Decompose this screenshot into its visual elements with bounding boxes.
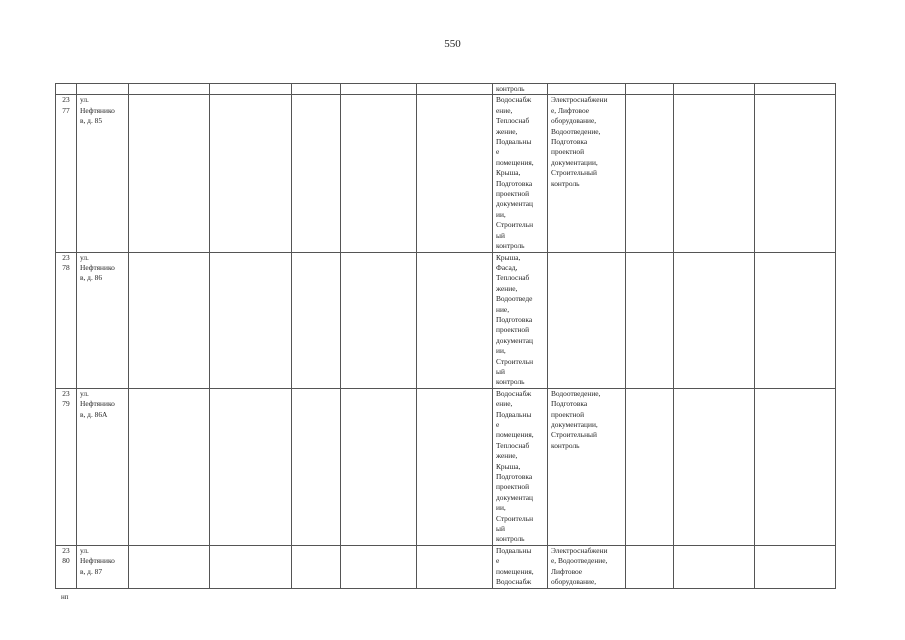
works-cell: Электроснабжени е, Лифтовое оборудование, Водоотведение, Подготовка проектной документации, Строительный контроль — [548, 95, 626, 252]
page-number: 550 — [444, 38, 461, 50]
table-row — [56, 252, 836, 388]
table-continuation-row — [56, 84, 836, 95]
row-number: 23 78 — [56, 252, 77, 388]
footer-mark: нп — [61, 593, 69, 601]
works-cell: Водоснабж ение, Подвальны е помещения, Теплоснаб жение, Крыша, Подготовка проектной документац ии, Строительн ый контроль — [493, 388, 548, 545]
works-cell: Крыша, Фасад, Теплоснаб жение, Водоотведе ние, Подготовка проектной документац ии, Строительн ый контроль — [493, 252, 548, 388]
works-cell: Водоснабж ение, Теплоснаб жение, Подвальны е помещения, Крыша, Подготовка проектной документац ии, Строительн ый контроль — [493, 95, 548, 252]
works-cell: Электроснабжени е, Водоотведение, Лифтовое оборудование, — [548, 545, 626, 588]
address-cell: ул. Нефтянико в, д. 86А — [77, 388, 129, 545]
address-cell: ул. Нефтянико в, д. 87 — [77, 545, 129, 588]
row-number: 23 79 — [56, 388, 77, 545]
address-cell: ул. Нефтянико в, д. 86 — [77, 252, 129, 388]
table-row — [56, 545, 836, 588]
works-cell — [548, 252, 626, 388]
address-cell: ул. Нефтянико в, д. 85 — [77, 95, 129, 252]
table-row — [56, 95, 836, 252]
table-cell: контроль — [493, 84, 548, 95]
row-number: 23 77 — [56, 95, 77, 252]
works-table — [55, 83, 836, 589]
works-cell: Подвальны е помещения, Водоснабж — [493, 545, 548, 588]
table-row — [56, 388, 836, 545]
works-cell: Водоотведение, Подготовка проектной документации, Строительный контроль — [548, 388, 626, 545]
row-number: 23 80 — [56, 545, 77, 588]
